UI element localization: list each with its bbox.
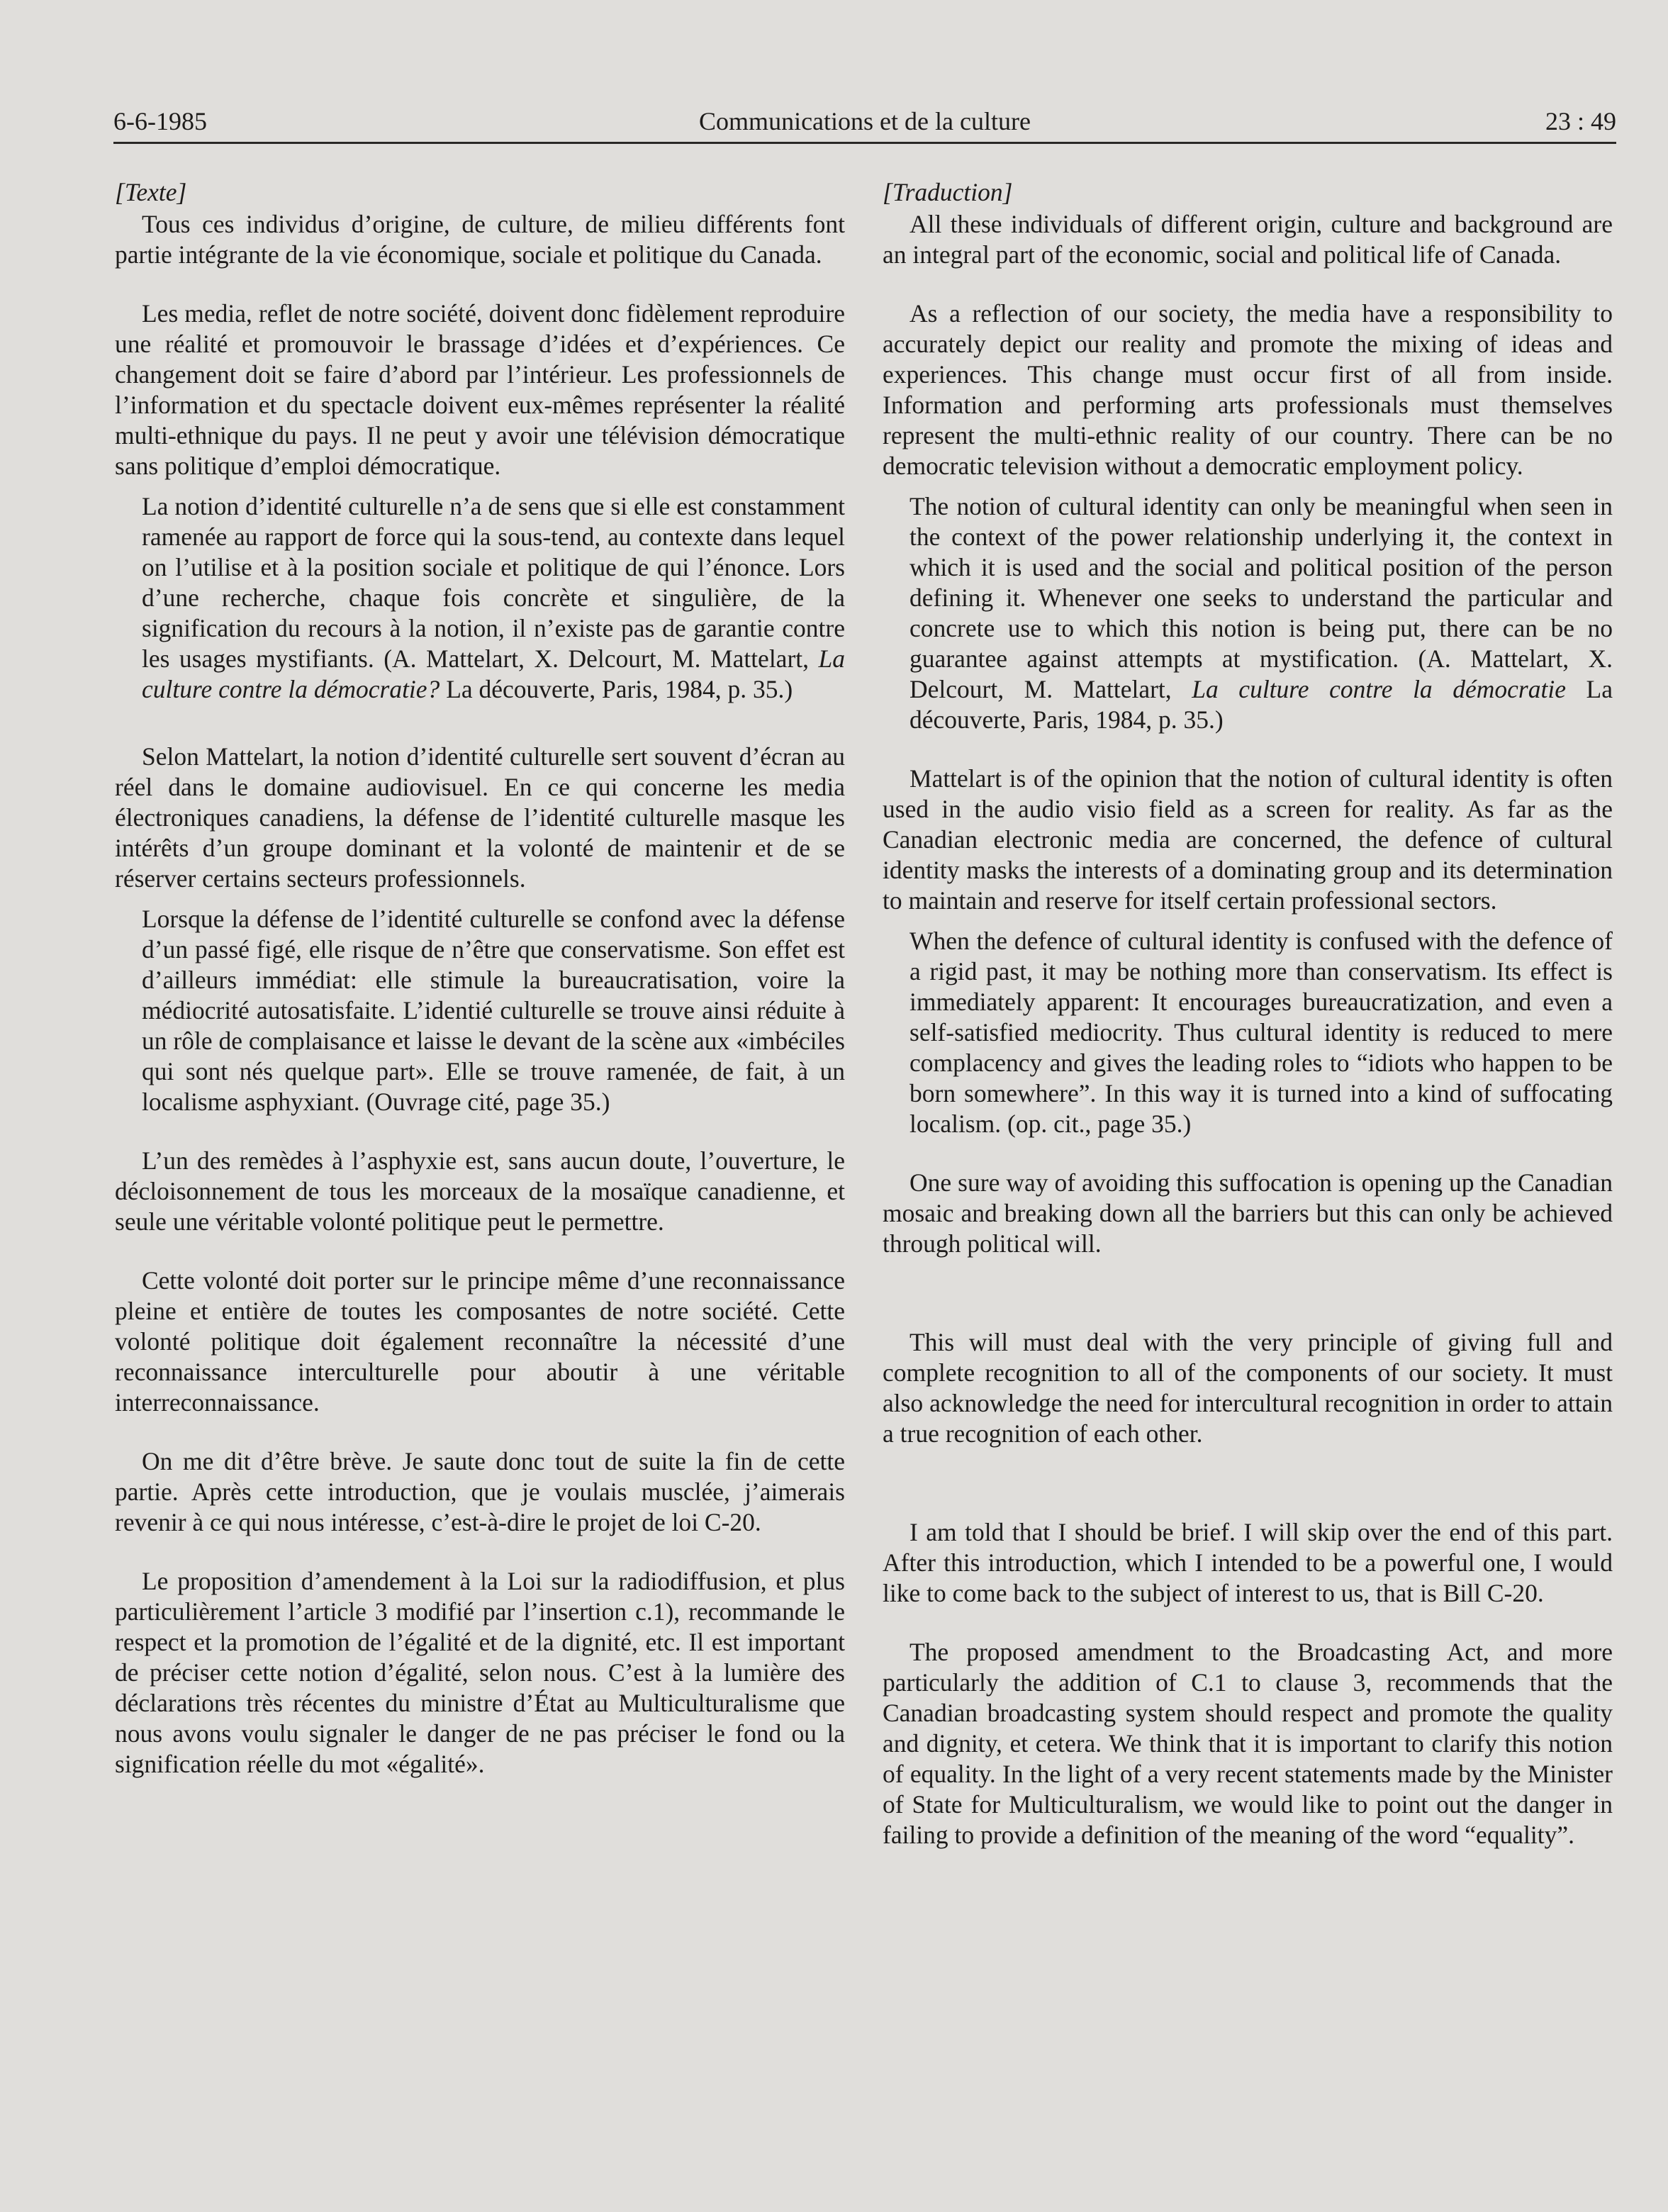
right-paragraph-5: This will must deal with the very principle of giving full and complete recognition to all of the components of our society. It must also acknowledge the need for intercultural recognition in order to attain a true recognition of each other.: [883, 1328, 1613, 1448]
left-paragraph-5: Cette volonté doit porter sur le principe même d’une reconnaissance pleine et entière de toutes les composantes de notre société. Cette volonté politique doit également reconnaître la nécessité d’une reconnaissance interculturelle pour aboutir à une véritable interreconnaissance.: [115, 1266, 845, 1417]
left-paragraph-1: Tous ces individus d’origine, de culture, de milieu différents font partie intégrante de la vie économique, sociale et politique du Canada.: [115, 210, 845, 269]
right-column-label: [Traduction]: [883, 178, 1013, 206]
header-title: Communications et de la culture: [699, 107, 1031, 135]
right-quote-1: The notion of cultural identity can only be meaningful when seen in the context of the power relationship underlying it, the context in which it is used and the social and political position of the person defining it. Whenever one seeks to understand the particular and concrete use to which this notion is being put, there can be no guarantee against attempts at mystification. (A. Mattelart, X. Delcourt, M. Mattelart, La culture contre la démocratie La découverte, Paris, 1984, p. 35.): [909, 492, 1613, 734]
right-paragraph-7: The proposed amendment to the Broadcasting Act, and more particularly the addition of C.1 to clause 3, recommends that the Canadian broadcasting system should respect and promote the quality and dignity, et cetera. We think that it is important to clarify this notion of equality. In the light of a very recent statements made by the Minister of State for Multiculturalism, we would like to point out the danger in failing to provide a definition of the meaning of the word “equality”.: [883, 1638, 1613, 1849]
right-column-english: [883, 177, 1613, 1850]
left-column-french: [115, 177, 845, 1780]
right-quote-2: When the defence of cultural identity is confused with the defence of a rigid past, it may be nothing more than conservatism. Its effect is immediately apparent: It encourages bureaucratization, and even a self-satisfied mediocrity. Thus cultural identity is reduced to mere complacency and gives the leading roles to “idiots who happen to be born somewhere”. In this way it is turned into a kind of suffocating localism. (op. cit., page 35.): [909, 927, 1613, 1138]
left-paragraph-6: On me dit d’être brève. Je saute donc tout de suite la fin de cette partie. Après cette introduction, que je voulais musclée, j’aimerais revenir à ce qui nous intéresse, c’est-à-dire le projet de loi C-20.: [115, 1447, 845, 1536]
left-paragraph-4: L’un des remèdes à l’asphyxie est, sans aucun doute, l’ouverture, le décloisonnement de tous les morceaux de la mosaïque canadienne, et seule une véritable volonté politique peut le permettre.: [115, 1146, 845, 1236]
header-page-number: 23 : 49: [1545, 107, 1616, 135]
right-paragraph-2: As a reflection of our society, the media have a responsibility to accurately depict our reality and promote the mixing of ideas and experiences. This change must occur first of all from inside. Information and performing arts professionals must themselves represent the multi-ethnic reality of our country. There can be no democratic television without a democratic employment policy.: [883, 299, 1613, 480]
page-header: [113, 99, 1616, 144]
left-paragraph-3: Selon Mattelart, la notion d’identité culturelle sert souvent d’écran au réel dans le domaine audiovisuel. En ce qui concerne les media électroniques canadiens, la défense de l’identité culturelle masque les intérêts d’un groupe dominant et la volonté de maintenir et de se réserver certains secteurs professionnels.: [115, 742, 845, 893]
left-paragraph-7: Le proposition d’amendement à la Loi sur la radiodiffusion, et plus particulièrement l’article 3 modifié par l’insertion c.1), recommande le respect et la promotion de l’égalité et de la dignité, etc. Il est important de préciser cette notion d’égalité, selon nous. C’est à la lumière des déclarations très récentes du ministre d’État au Multiculturalisme que nous avons voulu signaler le danger de ne pas préciser le fond ou la signification réelle du mot «égalité».: [115, 1567, 845, 1778]
header-date: 6-6-1985: [113, 107, 207, 135]
right-paragraph-3: Mattelart is of the opinion that the notion of cultural identity is often used in the audio visio field as a screen for reality. As far as the Canadian electronic media are concerned, the defence of cultural identity masks the interests of a dominating group and its determination to maintain and reserve for itself certain professional sectors.: [883, 764, 1613, 915]
left-column-label: [Texte]: [115, 178, 187, 206]
right-paragraph-6: I am told that I should be brief. I will skip over the end of this part. After this introduction, which I intended to be a powerful one, I would like to come back to the subject of interest to us, that is Bill C-20.: [883, 1518, 1613, 1607]
left-quote-1-book-title: La culture contre la démocratie?: [142, 644, 845, 703]
right-quote-1-book-title: La culture contre la démocratie: [1192, 675, 1566, 703]
right-paragraph-1: All these individuals of different origin, culture and background are an integral part of the economic, social and political life of Canada.: [883, 210, 1613, 269]
left-paragraph-2: Les media, reflet de notre société, doivent donc fidèlement reproduire une réalité et promouvoir le brassage d’idées et d’expériences. Ce changement doit se faire d’abord par l’intérieur. Les professionnels de l’information et du spectacle doivent eux-mêmes représenter la réalité multi-ethnique du pays. Il ne peut y avoir une télévision démocratique sans politique d’emploi démocratique.: [115, 299, 845, 480]
right-paragraph-4: One sure way of avoiding this suffocation is opening up the Canadian mosaic and breaking down all the barriers but this can only be achieved through political will.: [883, 1168, 1613, 1258]
left-quote-1: La notion d’identité culturelle n’a de sens que si elle est constamment ramenée au rapport de force qui la sous-tend, au contexte dans lequel on l’utilise et à la position sociale et politique de qui l’énonce. Lors d’une recherche, chaque fois concrète et singulière, de la signification du recours à la notion, il n’existe pas de garantie contre les usages mystifiants. (A. Mattelart, X. Delcourt, M. Mattelart, La culture contre la démocratie? La découverte, Paris, 1984, p. 35.): [142, 492, 845, 703]
left-quote-2: Lorsque la défense de l’identité culturelle se confond avec la défense d’un passé figé, elle risque de n’être que conservatisme. Son effet est d’ailleurs immédiat: elle stimule la bureaucratisation, voire la médiocrité autosatisfaite. L’identié culturelle se trouve ainsi réduite à un rôle de complaisance et laisse le devant de la scène aux «imbéciles qui sont nés quelque part». Elle se trouve ramenée, de fait, à un localisme asphyxiant. (Ouvrage cité, page 35.): [142, 905, 845, 1116]
